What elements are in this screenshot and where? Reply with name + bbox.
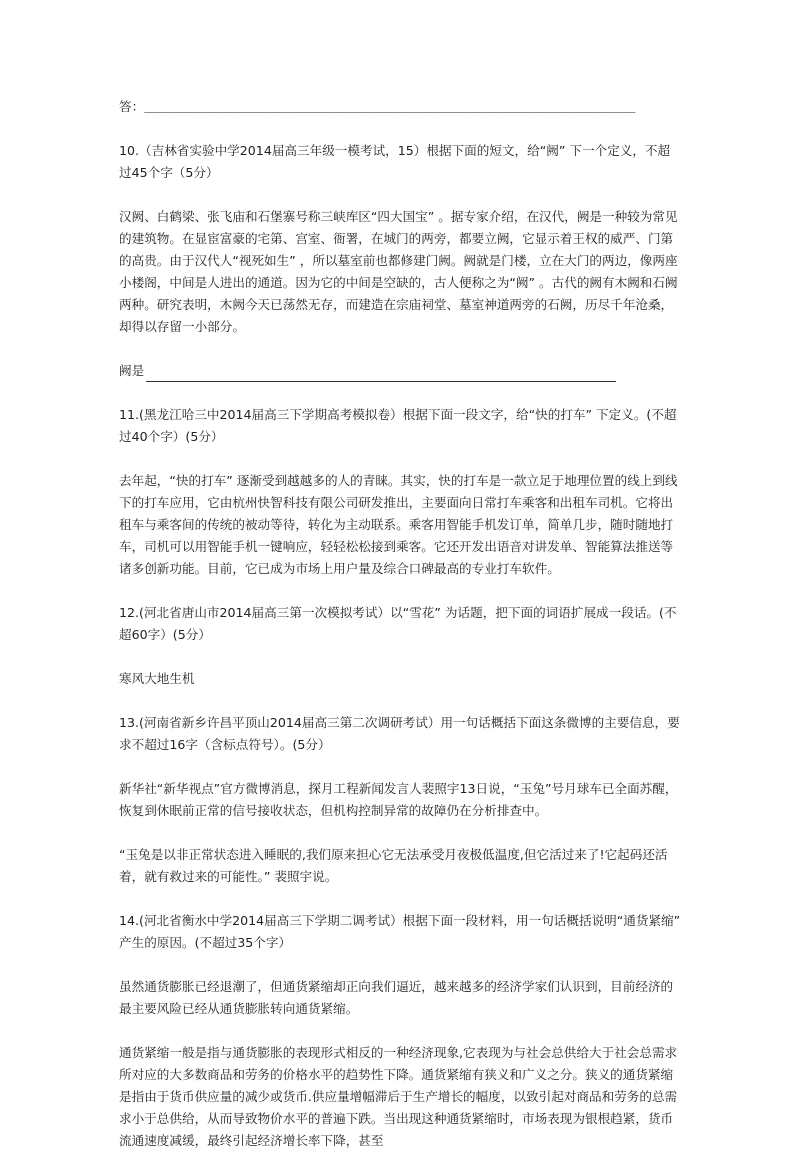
question-10-answer-blank xyxy=(146,365,616,382)
answer-label: 答： xyxy=(119,99,145,114)
question-10-answer-line xyxy=(119,360,681,382)
document-page xyxy=(119,96,681,1152)
question-13-passage-1: 新华社“新华视点”官方微博消息，探月工程新闻发言人裴照宇13日说，“玉兔”号月球车已全面苏醒，恢复到休眠前正常的信号接收状态，但机构控制异常的故障仍在分析排查中。 xyxy=(119,781,678,818)
question-14-passage-1: 虽然通货膨胀已经退潮了，但通货紧缩却正向我们逼近，越来越多的经济学家们认识到，目前经济的最主要风险已经从通货膨胀转向通货紧缩。 xyxy=(119,979,674,1016)
question-13-prompt: 13.(河南省新乡许昌平顶山2014届高三第二次调研考试）用一句话概括下面这条微博的主要信息，要求不超过16字（含标点符号）。(5分） xyxy=(119,715,680,752)
question-10-passage: 汉阙、白鹤梁、张飞庙和石堡寨号称三峡库区“四大国宝” 。据专家介绍，在汉代，阙是一种较为常见的建筑物。在显宦富豪的宅第、宫室、衙署，在城门的两旁，都要立阙，它显示着王权的威严、门第的高贵。由于汉代人“视死如生” ，所以墓室前也都修建门阙。阙就是门楼，立在大门的两边，像两座小楼阁，中间是人进出的通道。因为它的中间是空缺的，古人便称之为“阙” 。古代的阙有木阙和石阙两种。研究表明，木阙今天已荡然无存，而建造在宗庙祠堂、墓室神道两旁的石阙，历尽千年沧桑，却得以存留一小部分。 xyxy=(119,209,678,334)
question-10-prompt: 10.（吉林省实验中学2014届高三年级一模考试，15）根据下面的短文，给“阙” 下一个定义，不超过45个字（5分） xyxy=(119,143,671,180)
question-14-passage-2: 通货紧缩一般是指与通货膨胀的表现形式相反的一种经济现象,它表现为与社会总供给大于社会总需求所对应的大多数商品和劳务的价格水平的趋势性下降。通货紧缩有狭义和广义之分。狭义的通货紧缩是指由于货币供应量的减少或货币.供应量增幅滞后于生产增长的幅度，以致引起对商品和劳务的总需求小于总供给，从而导致物价水平的普遍下跌。当出现这种通货紧缩时，市场表现为银根趋紧，货币流通速度减缓，最终引起经济增长率下降，甚至 xyxy=(119,1045,678,1148)
question-11-passage: 去年起，“快的打车” 逐渐受到越越多的人的青睐。其实，快的打车是一款立足于地理位置的线上到线下的打车应用，它由杭州快智科技有限公司研发推出，主要面向日常打车乘客和出租车司机。它将出租车与乘客间的传统的被动等待，转化为主动联系。乘客用智能手机发订单，简单几步，随时随地打车，司机可以用智能手机一键响应，轻轻松松接到乘客。它还开发出语音对讲发单、智能算法推送等诸多创新功能。目前，它已成为市场上用户量及综合口碑最高的专业打车软件。 xyxy=(119,473,678,576)
answer-line xyxy=(119,96,681,118)
question-14-prompt: 14.(河北省衡水中学2014届高三下学期二调考试）根据下面一段材料，用一句话概括说明“通货紧缩” 产生的原因。(不超过35个字） xyxy=(119,913,681,950)
question-10-answer-label: 阙是 xyxy=(119,363,145,378)
question-12-prompt: 12.(河北省唐山市2014届高三第一次模拟考试）以“雪花” 为话题，把下面的词语扩展成一段话。(不超60字）(5分） xyxy=(119,605,677,642)
question-13-passage-2: “玉兔是以非正常状态进入睡眠的,我们原来担心它无法承受月夜极低温度,但它活过来了!它起码还活着，就有救过来的可能性。” 裴照宇说。 xyxy=(119,847,668,884)
question-12-words: 寒风大地生机 xyxy=(119,671,195,686)
answer-blank: ＿＿＿＿＿＿＿＿＿＿＿＿＿＿＿＿＿＿＿＿＿＿＿＿＿＿＿＿＿＿＿＿＿＿＿＿＿＿＿ xyxy=(144,99,636,114)
question-11-prompt: 11.(黑龙江哈三中2014届高三下学期高考模拟卷）根据下面一段文字，给“快的打车” 下定义。(不超过40个字）(5分） xyxy=(119,407,677,444)
